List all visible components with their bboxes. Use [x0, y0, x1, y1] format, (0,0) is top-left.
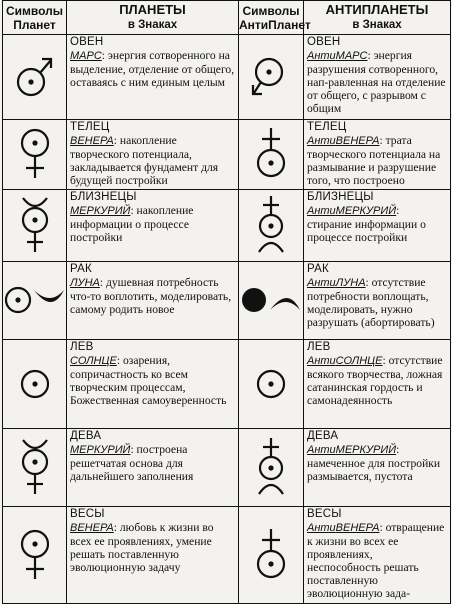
- anti-mars-symbol-icon: [239, 52, 303, 102]
- planet-description: : любовь к жизни во всех ее проявлениях, умение решать поставленную эволюционную задачу: [70, 521, 214, 575]
- antiplanet-description: : энергия разрушения сотворенного, нап-равленная на отделение от общего, с разрывом с общим: [307, 49, 446, 115]
- planets-antiplanets-table: [2, 0, 451, 604]
- anti-sign-name: ОВЕН: [307, 36, 341, 48]
- antiplanet-symbol-cell: [239, 261, 304, 339]
- planet-description-cell: [67, 340, 239, 429]
- mars-symbol-icon: [3, 52, 66, 102]
- table-row: [3, 507, 451, 604]
- antiplanet-description-cell: [304, 261, 451, 339]
- planet-name: СОЛНЦЕ: [70, 355, 117, 368]
- antiplanet-description-cell: [304, 35, 451, 120]
- planet-description-cell: [67, 119, 239, 189]
- planet-name: МЕРКУРИЙ: [70, 204, 131, 217]
- antiplanet-symbol-cell: [239, 428, 304, 506]
- planet-description-cell: [67, 507, 239, 604]
- anti-sign-name: РАК: [307, 262, 329, 275]
- planet-description-cell: [67, 189, 239, 261]
- planet-name: МЕРКУРИЙ: [70, 443, 131, 456]
- planet-description: : энергия сотворенного на выделение, отделение от общего, оставаясь с ним единым целым: [70, 49, 235, 89]
- antiplanet-symbol-cell: [239, 507, 304, 604]
- sign-name: ЛЕВ: [70, 341, 94, 354]
- header-planet-symbols: Символы Планет: [3, 1, 67, 35]
- antiplanet-name: АнтиМЕРКУРИЙ: [307, 443, 397, 456]
- venus-symbol-icon: [3, 527, 66, 583]
- planet-symbol-cell: [3, 340, 67, 429]
- anti-sign-name: ЛЕВ: [307, 341, 331, 354]
- antiplanet-symbol-cell: [239, 35, 304, 120]
- sign-name: ТЕЛЕЦ: [70, 120, 110, 133]
- planet-symbol-cell: [3, 35, 67, 120]
- mercury-symbol-icon: [3, 436, 66, 498]
- moon-symbol-icon: [3, 280, 66, 320]
- antiplanet-description: : отсутствие потребности воплощать, моделировать, нужно разрушать (абортировать): [307, 275, 435, 329]
- planet-symbol-cell: [3, 119, 67, 189]
- sign-name: ОВЕН: [70, 36, 104, 48]
- planet-description-cell: [67, 428, 239, 506]
- antiplanet-description-cell: [304, 428, 451, 506]
- antiplanet-description-cell: [304, 189, 451, 261]
- planet-description: : построена решетчатая основа для дальнейшего заполнения: [70, 442, 194, 483]
- table-row: [3, 428, 451, 506]
- anti-moon-symbol-icon: [239, 280, 303, 320]
- planet-description: : накопление информации о процессе постройки: [70, 203, 194, 244]
- header-planets: ПЛАНЕТЫ в Знаках: [67, 1, 239, 35]
- antiplanet-description-cell: [304, 507, 451, 604]
- mercury-symbol-icon: [3, 194, 66, 256]
- sign-name: РАК: [70, 262, 92, 275]
- anti-sign-name: ВЕСЫ: [307, 508, 342, 521]
- table-row: [3, 119, 451, 189]
- header-antiplanets: АНТИПЛАНЕТЫ в Знаках: [304, 1, 451, 35]
- planet-name: МАРС: [70, 50, 102, 62]
- antiplanet-symbol-cell: [239, 340, 304, 429]
- planet-symbol-cell: [3, 189, 67, 261]
- antiplanet-description: : отсутствие всякого творчества, ложная сатанинская гордость и самонадеянность: [307, 354, 443, 408]
- planet-name: ЛУНА: [70, 276, 100, 289]
- venus-symbol-icon: [3, 126, 66, 182]
- planet-description: : накопление творческого потенциала, закладывается фундамент для будущей постройки: [70, 133, 219, 187]
- antiplanet-description: : трата творческого потенциала на размывание и разрушение того, что построено: [307, 133, 441, 187]
- sun-symbol-icon: [3, 364, 66, 404]
- anti-mercury-symbol-icon: [239, 194, 303, 256]
- anti-venus-symbol-icon: [239, 126, 303, 182]
- antiplanet-description-cell: [304, 119, 451, 189]
- antiplanet-name: АнтиСОЛНЦЕ: [307, 355, 383, 368]
- sign-name: ВЕСЫ: [70, 508, 105, 521]
- anti-sun-symbol-icon: [239, 364, 303, 404]
- sign-name: БЛИЗНЕЦЫ: [70, 190, 137, 203]
- table-row: [3, 35, 451, 120]
- antiplanet-name: АнтиВЕНЕРА: [307, 134, 380, 147]
- sign-name: ДЕВА: [70, 429, 102, 442]
- antiplanet-description: : стирание информации о процессе постройки: [307, 203, 426, 244]
- anti-sign-name: ТЕЛЕЦ: [307, 120, 347, 133]
- planet-description-cell: [67, 261, 239, 339]
- antiplanet-symbol-cell: [239, 189, 304, 261]
- planet-description: : озарения, сопричастность ко всем творческим процессам, Божественная самоуверенность: [70, 354, 227, 408]
- planet-name: ВЕНЕРА: [70, 134, 114, 147]
- anti-sign-name: ДЕВА: [307, 429, 339, 442]
- antiplanet-description-cell: [304, 340, 451, 429]
- table-row: [3, 189, 451, 261]
- anti-mercury-symbol-icon: [239, 436, 303, 498]
- antiplanet-description: : намеченное для постройки размывается, пустота: [307, 442, 441, 483]
- table-row: [3, 261, 451, 339]
- planet-name: ВЕНЕРА: [70, 522, 114, 535]
- planet-symbol-cell: [3, 428, 67, 506]
- planet-symbol-cell: [3, 507, 67, 604]
- antiplanet-symbol-cell: [239, 119, 304, 189]
- header-antiplanet-symbols: Символы АнтиПланет: [239, 1, 304, 35]
- planet-symbol-cell: [3, 261, 67, 339]
- anti-sign-name: БЛИЗНЕЦЫ: [307, 190, 374, 203]
- planet-description: : душевная потребность что-то воплотить, моделировать, самому родить новое: [70, 275, 232, 316]
- table-row: [3, 340, 451, 429]
- antiplanet-name: АнтиМЕРКУРИЙ: [307, 204, 397, 217]
- antiplanet-name: АнтиЛУНА: [307, 276, 366, 289]
- antiplanet-name: АнтиВЕНЕРА: [307, 522, 380, 535]
- antiplanet-description: : отвращение к жизни во всех ее проявлениях, неспособность решать поставленную эволюционную зада-: [307, 521, 445, 601]
- header-row: [3, 1, 451, 35]
- anti-venus-symbol-icon: [239, 527, 303, 583]
- antiplanet-name: АнтиМАРС: [307, 50, 368, 62]
- planet-description-cell: [67, 35, 239, 120]
